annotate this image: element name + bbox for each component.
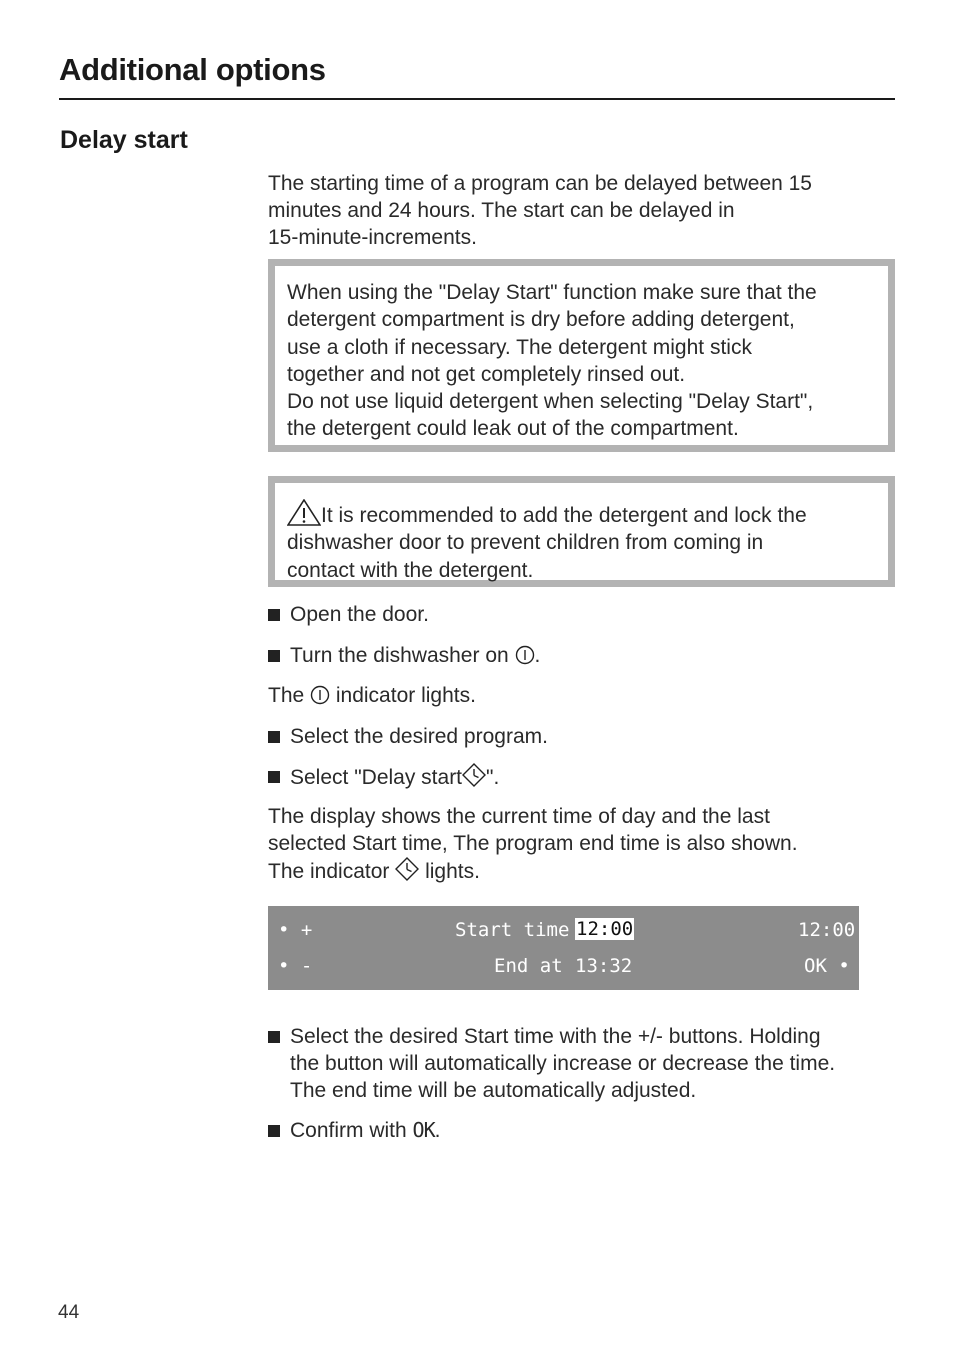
bullet-icon	[268, 1125, 280, 1137]
display-start-time-value: 12:00	[576, 918, 634, 940]
bullet-icon	[268, 609, 280, 621]
display-ok-button[interactable]: OK •	[804, 955, 850, 977]
indicator-lights-text: The indicator lights.	[268, 684, 476, 707]
display-start-time-label: Start time	[455, 919, 570, 941]
power-on-icon	[310, 685, 330, 705]
delay-start-icon	[395, 857, 419, 881]
step-select-program: Select the desired program.	[268, 723, 548, 750]
display-current-time: 12:00	[798, 919, 856, 941]
step-open-door: Open the door.	[268, 601, 429, 628]
bullet-icon	[268, 1031, 280, 1043]
section-title: Delay start	[60, 126, 188, 154]
bullet-icon	[268, 731, 280, 743]
step-select-delay-start: Select "Delay start ".	[268, 763, 499, 791]
control-display	[268, 906, 859, 990]
page-title: Additional options	[59, 52, 326, 87]
display-end-at-label: End at	[494, 955, 563, 977]
step-confirm: Confirm with OK.	[268, 1117, 440, 1144]
bullet-icon	[268, 771, 280, 783]
display-description: The display shows the current time of day and the last selected Start time, The program end time is also shown. The indicator lights.	[268, 805, 798, 883]
delay-start-icon	[462, 763, 486, 787]
display-minus-button[interactable]: • -	[278, 955, 313, 977]
intro-paragraph: The starting time of a program can be delayed between 15 minutes and 24 hours. The start can be delayed in 15-minute-increments.	[268, 172, 812, 249]
page-number: 44	[58, 1302, 80, 1323]
power-on-icon	[515, 645, 535, 665]
display-end-time-value: 13:32	[575, 955, 633, 977]
bullet-icon	[268, 650, 280, 662]
warning-triangle-icon	[287, 499, 321, 526]
ok-symbol: OK	[412, 1118, 435, 1142]
display-plus-button[interactable]: • +	[278, 919, 313, 941]
step-select-start-time: Select the desired Start time with the +/- buttons. Holding the button will automatically increase or decrease the time. The end time will be automatically adjusted.	[268, 1023, 896, 1104]
detergent-note-box: When using the "Delay Start" function make sure that the detergent compartment is dry before adding detergent, use a cloth if necessary. The detergent might stick together and not get completely rinsed out. Do not use liquid detergent when selecting "Delay Start", the detergent could leak out of the compartment.	[268, 259, 895, 452]
warning-note-box: It is recommended to add the detergent and lock the dishwasher door to prevent children from coming in contact with the detergent.	[268, 476, 895, 587]
header-divider	[59, 98, 895, 100]
step-turn-on: Turn the dishwasher on .	[268, 642, 540, 669]
